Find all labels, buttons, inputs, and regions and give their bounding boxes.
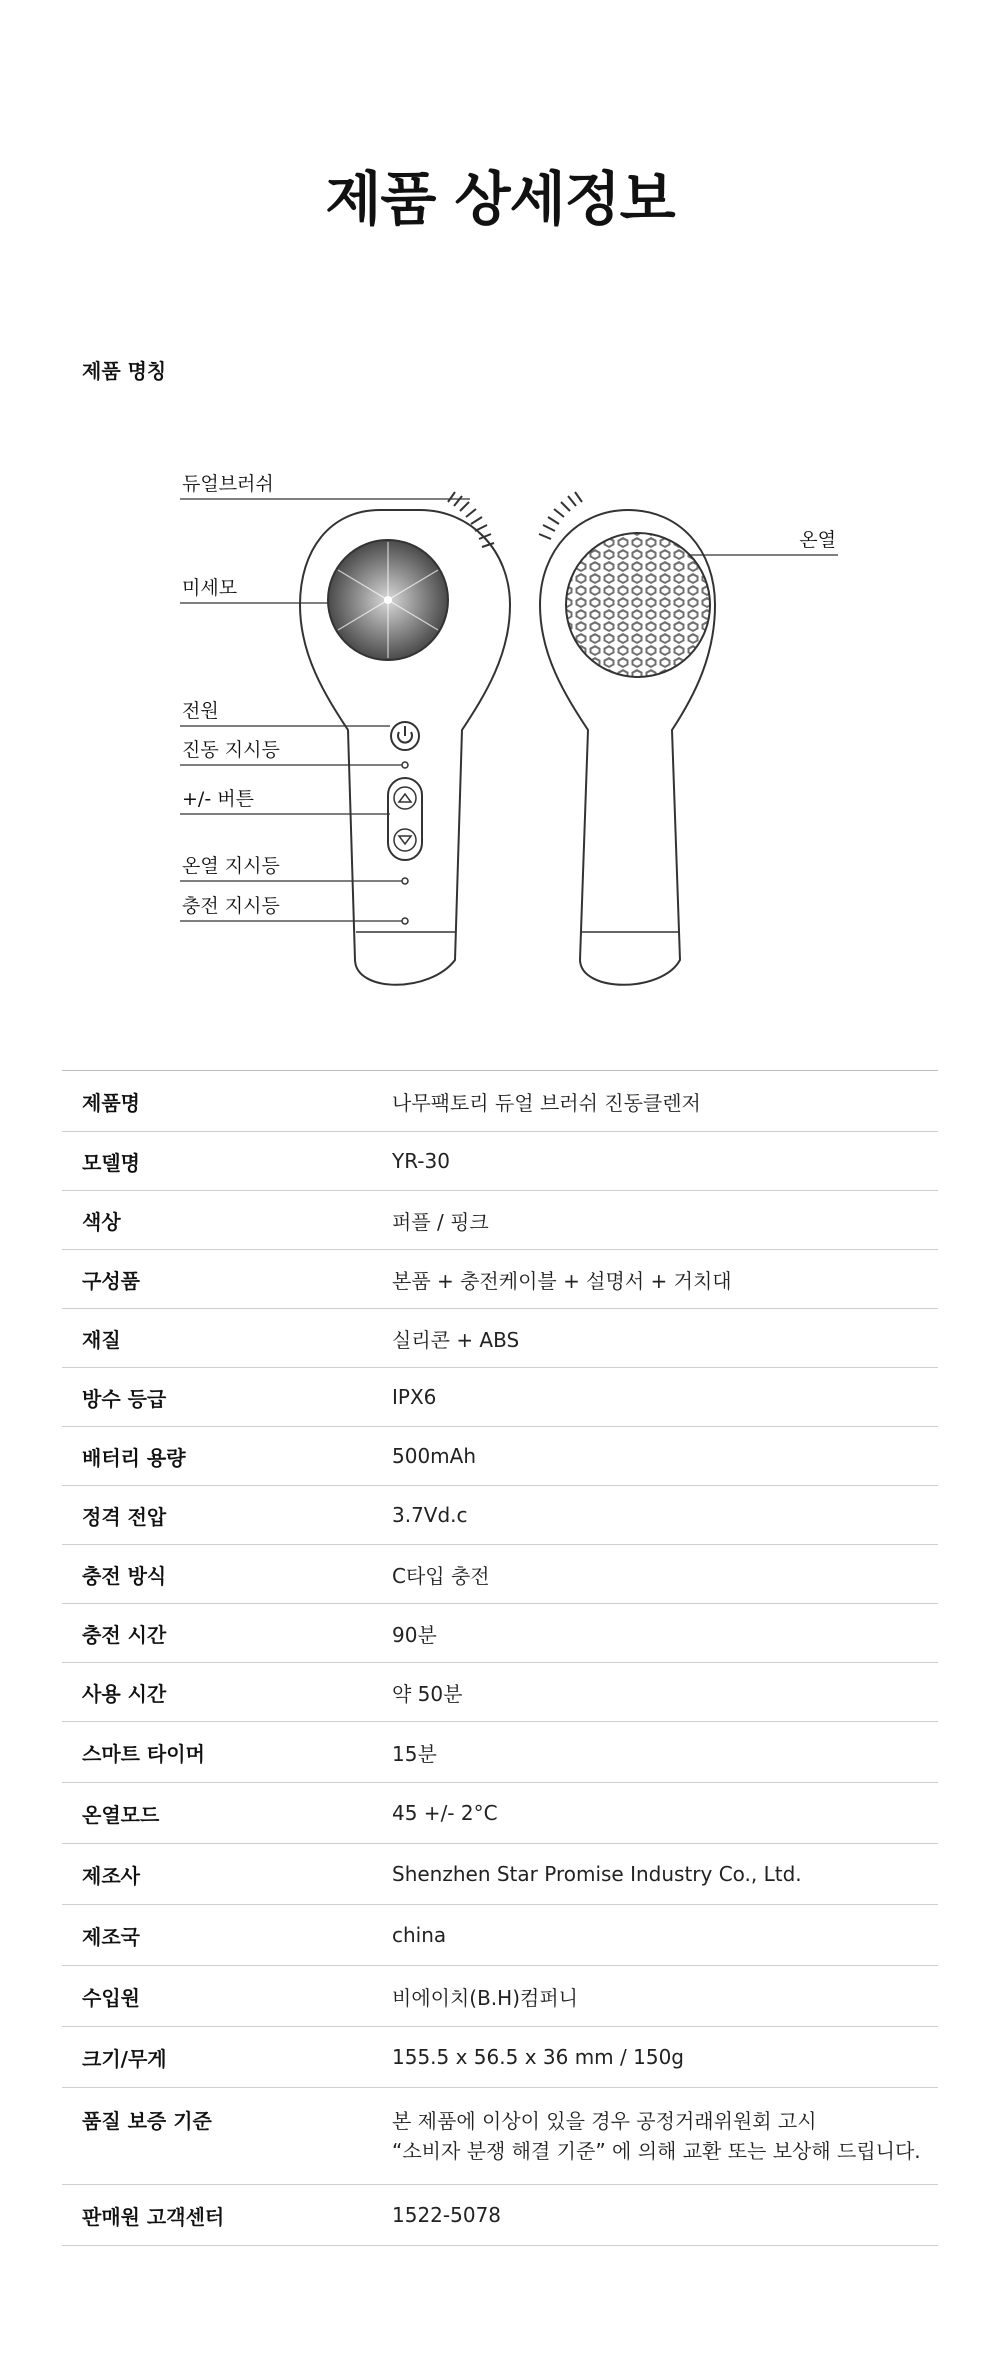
spec-key: 색상 (62, 1191, 392, 1250)
spec-key: 방수 등급 (62, 1368, 392, 1427)
spec-key: 판매원 고객센터 (62, 2185, 392, 2246)
spec-key: 구성품 (62, 1250, 392, 1309)
back-brush-ridge (539, 492, 582, 539)
table-row (62, 1191, 938, 1250)
spec-key: 크기/무게 (62, 2027, 392, 2088)
table-row (62, 2088, 938, 2185)
table-row (62, 1545, 938, 1604)
table-row (62, 1844, 938, 1905)
callout-micro-bristle: 미세모 (182, 577, 238, 599)
spec-key: 품질 보증 기준 (62, 2088, 392, 2185)
spec-value: C타입 충전 (392, 1545, 938, 1604)
spec-value: 3.7Vd.c (392, 1486, 938, 1545)
spec-key: 충전 방식 (62, 1545, 392, 1604)
spec-key: 사용 시간 (62, 1663, 392, 1722)
spec-value: china (392, 1905, 938, 1966)
table-row (62, 1250, 938, 1309)
spec-key: 모델명 (62, 1132, 392, 1191)
spec-value (392, 2088, 938, 2185)
spec-value: Shenzhen Star Promise Industry Co., Ltd. (392, 1844, 938, 1905)
table-row (62, 2185, 938, 2246)
spec-value: 45 +/- 2°C (392, 1783, 938, 1844)
spec-key: 스마트 타이머 (62, 1722, 392, 1783)
spec-table (62, 1070, 938, 2246)
heat-plate (566, 533, 710, 677)
page-title: 제품 상세정보 (325, 165, 675, 233)
spec-value: 1522-5078 (392, 2185, 938, 2246)
table-row (62, 1427, 938, 1486)
table-row (62, 2027, 938, 2088)
product-diagram (0, 440, 1000, 1020)
callout-vibration-indicator: 진동 지시등 (182, 739, 280, 761)
section-label: 제품 명칭 (82, 359, 167, 383)
spec-key: 정격 전압 (62, 1486, 392, 1545)
vibration-indicator-dot (402, 762, 408, 768)
spec-key: 제조국 (62, 1905, 392, 1966)
spec-value: 나무팩토리 듀얼 브러쉬 진동클렌저 (392, 1071, 938, 1132)
charge-indicator-dot (402, 918, 408, 924)
spec-value: 155.5 x 56.5 x 36 mm / 150g (392, 2027, 938, 2088)
spec-value: 90분 (392, 1604, 938, 1663)
dual-brush-ridge (448, 492, 494, 547)
table-row (62, 1783, 938, 1844)
callout-heat: 온열 (799, 529, 836, 551)
spec-key: 제조사 (62, 1844, 392, 1905)
spec-value: 500mAh (392, 1427, 938, 1486)
table-row (62, 1722, 938, 1783)
spec-value: 15분 (392, 1722, 938, 1783)
table-row (62, 1368, 938, 1427)
spec-value-line: “소비자 분쟁 해결 기준” 에 의해 교환 또는 보상해 드립니다. (392, 2139, 921, 2163)
heat-indicator-dot (402, 878, 408, 884)
spec-key: 충전 시간 (62, 1604, 392, 1663)
spec-value: IPX6 (392, 1368, 938, 1427)
spec-value: 실리콘 + ABS (392, 1309, 938, 1368)
table-row (62, 1905, 938, 1966)
spec-value: 퍼플 / 핑크 (392, 1191, 938, 1250)
callout-plus-minus-button: +/- 버튼 (182, 788, 254, 810)
spec-key: 수입원 (62, 1966, 392, 2027)
callout-dual-brush: 듀얼브러쉬 (182, 473, 274, 495)
table-row (62, 1486, 938, 1545)
table-row (62, 1663, 938, 1722)
table-row (62, 1966, 938, 2027)
spec-key: 제품명 (62, 1071, 392, 1132)
spec-value: 본품 + 충전케이블 + 설명서 + 거치대 (392, 1250, 938, 1309)
spec-value: 약 50분 (392, 1663, 938, 1722)
callout-heat-indicator: 온열 지시등 (182, 855, 280, 877)
spec-key: 재질 (62, 1309, 392, 1368)
spec-value: YR-30 (392, 1132, 938, 1191)
spec-key: 배터리 용량 (62, 1427, 392, 1486)
table-row (62, 1071, 938, 1132)
callout-power: 전원 (182, 700, 219, 722)
table-row (62, 1132, 938, 1191)
spec-value: 비에이치(B.H)컴퍼니 (392, 1966, 938, 2027)
spec-value-line: 본 제품에 이상이 있을 경우 공정거래위원회 고시 (392, 2109, 817, 2133)
spec-key: 온열모드 (62, 1783, 392, 1844)
table-row (62, 1604, 938, 1663)
table-row (62, 1309, 938, 1368)
callout-charge-indicator: 충전 지시등 (182, 895, 280, 917)
